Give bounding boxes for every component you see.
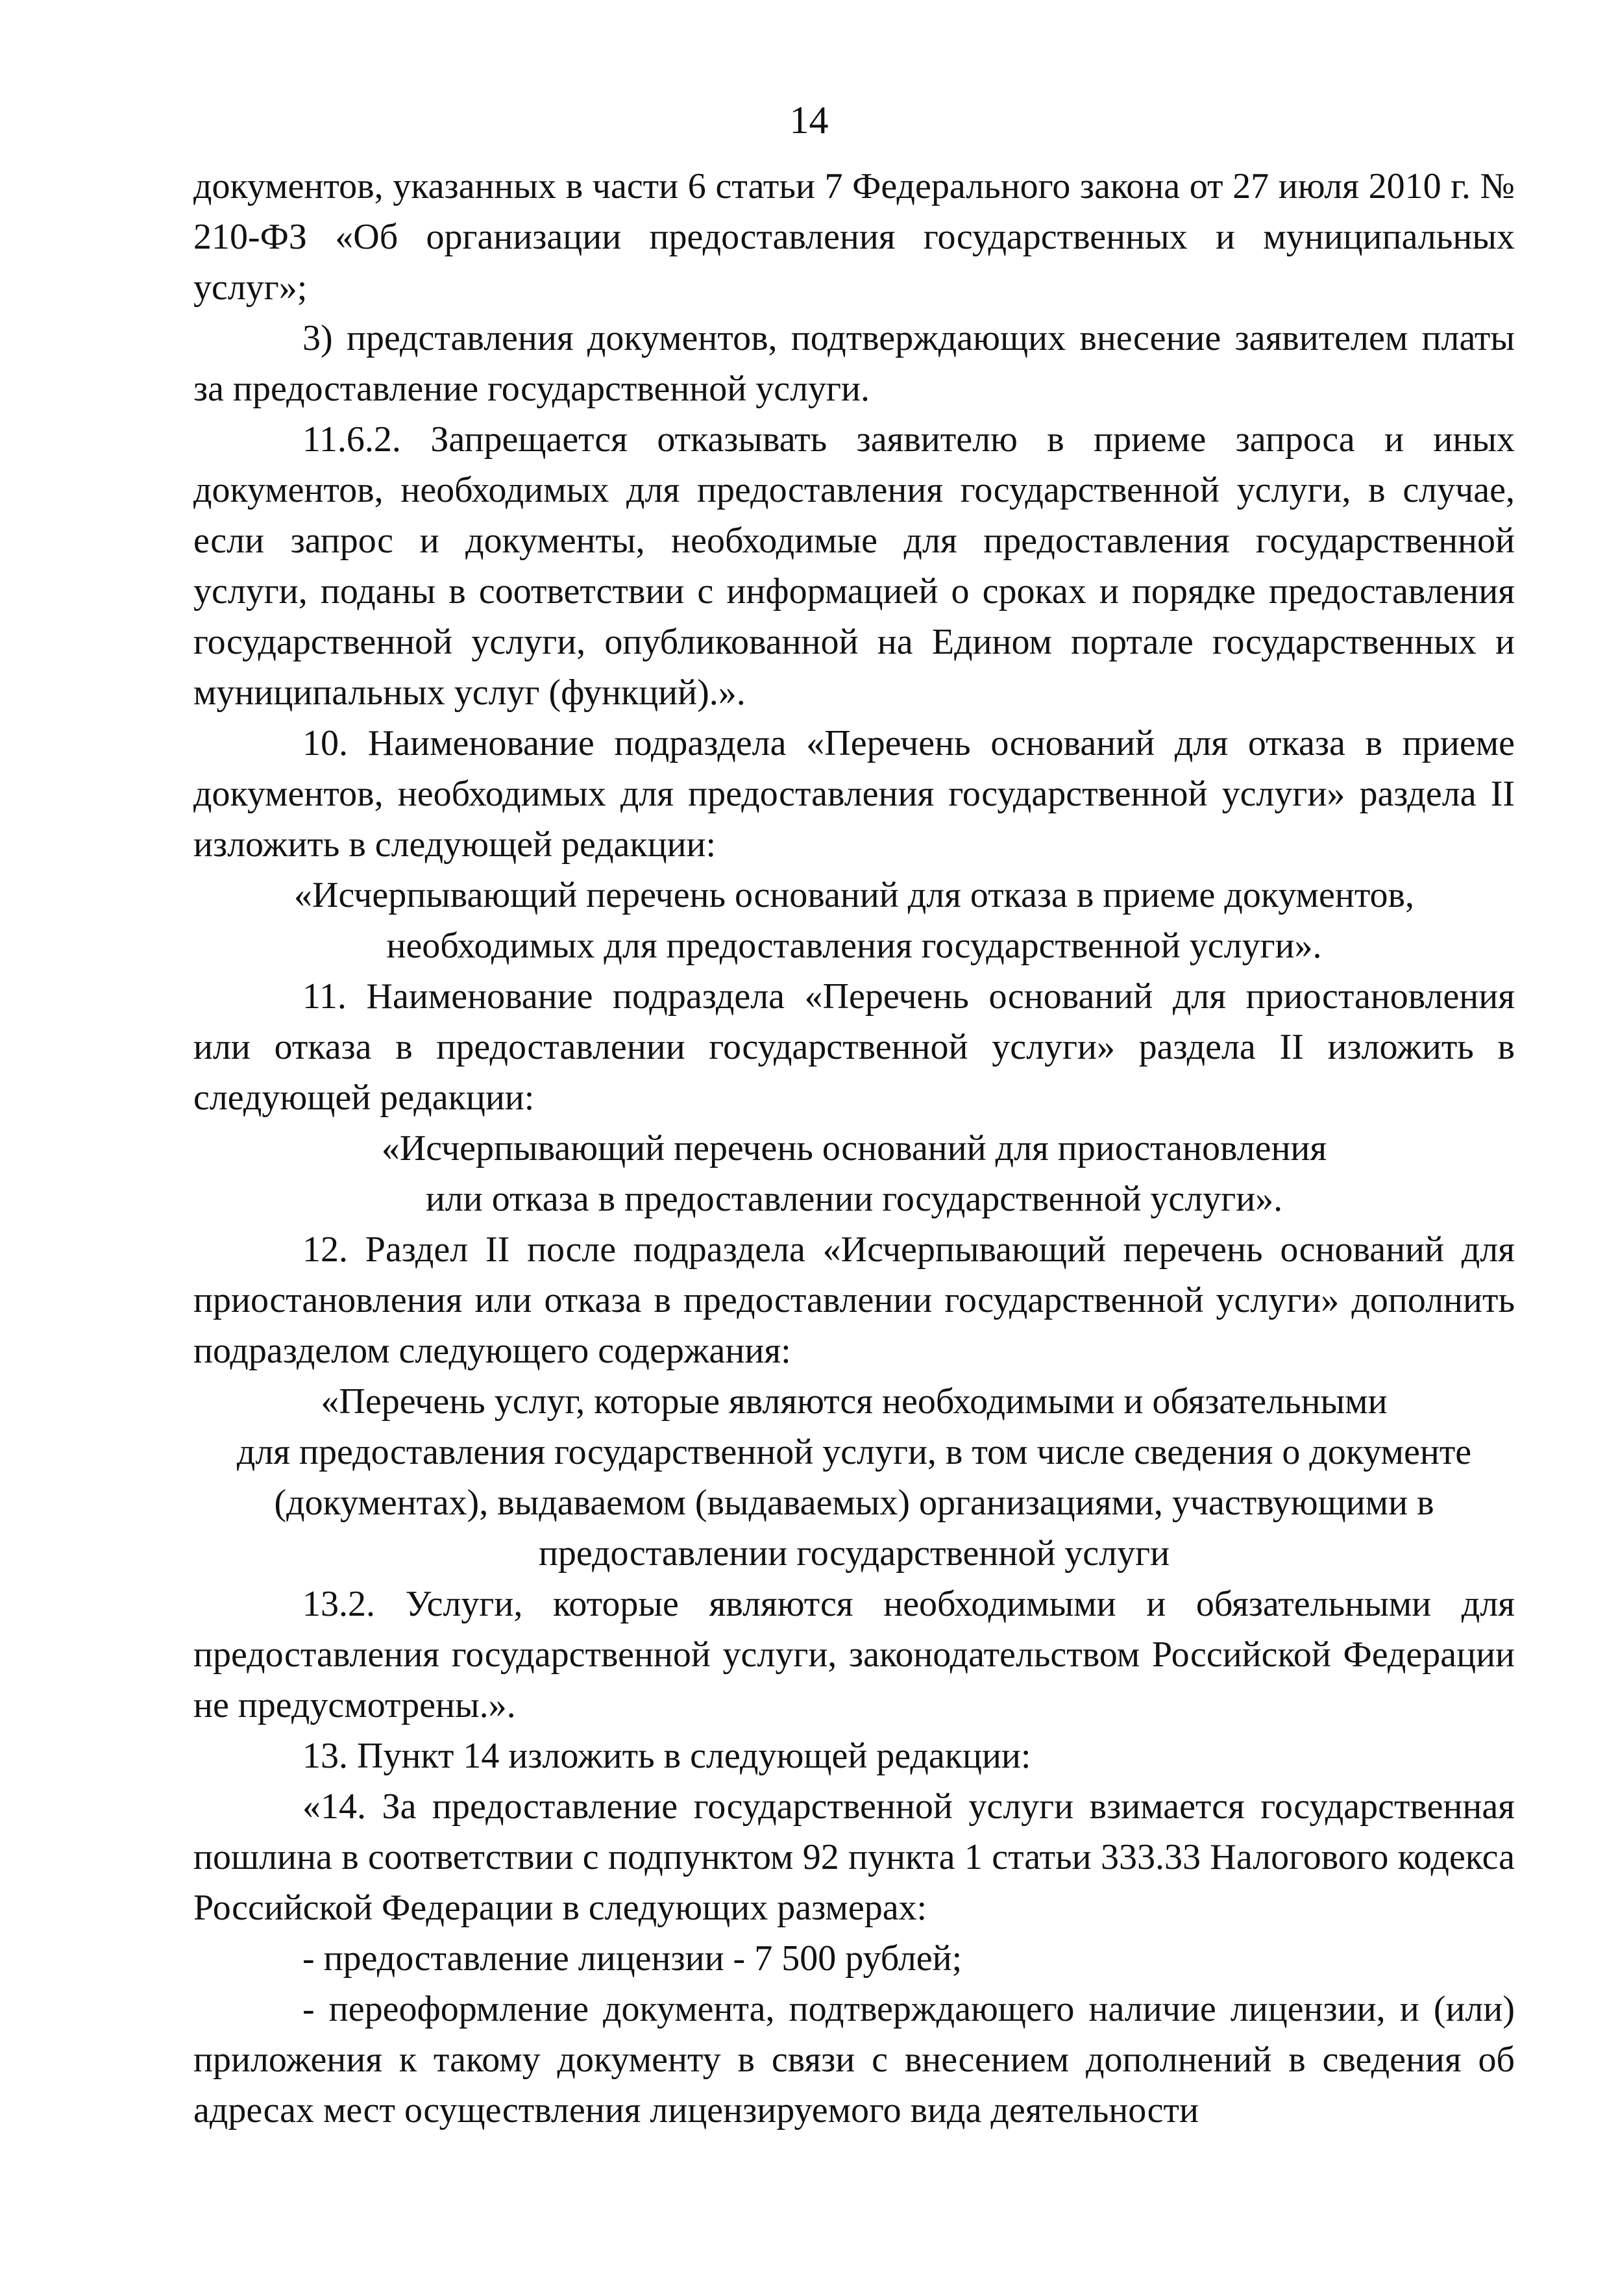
paragraph-13-2: 13.2. Услуги, которые являются необходимыми и обязательными для предоставления государственной услуги, законодательством Российской Федерации не предусмотрены.». (193, 1584, 1515, 1725)
subsection-title-2-line-2: или отказа в предоставлении государственной услуги». (425, 1179, 1283, 1219)
subsection-title-3-line-4: предоставлении государственной услуги (538, 1533, 1170, 1574)
document-body (193, 161, 1515, 2136)
subsection-title-3-line-1: «Перечень услуг, которые являются необходимыми и обязательными (321, 1381, 1388, 1422)
paragraph-14: «14. За предоставление государственной услуги взимается государственная пошлина в соответствии с подпунктом 92 пункта 1 статьи 333.33 Налогового кодекса Российской Федерации в следующих размерах: (193, 1786, 1515, 1928)
subsection-title-1-line-1: «Исчерпывающий перечень оснований для отказа в приеме документов, (294, 875, 1414, 915)
subsection-title-1-line-2: необходимых для предоставления государственной услуги». (386, 926, 1322, 966)
paragraph-item-3: 3) представления документов, подтверждающих внесение заявителем платы за предоставление государственной услуги. (193, 318, 1515, 409)
paragraph-11: 11. Наименование подраздела «Перечень оснований для приостановления или отказа в предоставлении государственной услуги» раздела II изложить в следующей редакции: (193, 976, 1515, 1118)
paragraph-10: 10. Наименование подраздела «Перечень оснований для отказа в приеме документов, необходимых для предоставления государственной услуги» раздела II изложить в следующей редакции: (193, 723, 1515, 865)
subsection-title-3-line-3: (документах), выдаваемом (выдаваемых) организациями, участвующими в (274, 1483, 1434, 1523)
subsection-title-1 (193, 870, 1515, 971)
paragraph-continuation: документов, указанных в части 6 статьи 7 Федерального закона от 27 июля 2010 г. № 210-ФЗ «Об организации предоставления государственных и муниципальных услуг»; (193, 166, 1515, 308)
list-item-license-fee: - предоставление лицензии - 7 500 рублей; (302, 1938, 962, 1979)
subsection-title-2-line-1: «Исчерпывающий перечень оснований для приостановления (381, 1128, 1327, 1168)
paragraph-13: 13. Пункт 14 изложить в следующей редакции: (302, 1736, 1031, 1776)
paragraph-11-6-2: 11.6.2. Запрещается отказывать заявителю в приеме запроса и иных документов, необходимых для предоставления государственной услуги, в случае, если запрос и документы, необходимые для предоставления государственной услуги, поданы в соответствии с информацией о сроках и порядке предоставления государственной услуги, опубликованной на Едином портале государственных и муниципальных услуг (функций).». (193, 419, 1515, 713)
subsection-title-3-line-2: для предоставления государственной услуги, в том числе сведения о документе (236, 1432, 1472, 1472)
list-item-reissue-fee: - переоформление документа, подтверждающего наличие лицензии, и (или) приложения к такому документу в связи с внесением дополнений в сведения об адресах мест осуществления лицензируемого вида деятельности (193, 1989, 1515, 2130)
subsection-title-3 (193, 1376, 1515, 1579)
page-number: 14 (789, 99, 829, 142)
paragraph-12: 12. Раздел II после подраздела «Исчерпывающий перечень оснований для приостановления или отказа в предоставлении государственной услуги» дополнить подразделом следующего содержания: (193, 1229, 1515, 1371)
subsection-title-2 (193, 1123, 1515, 1224)
